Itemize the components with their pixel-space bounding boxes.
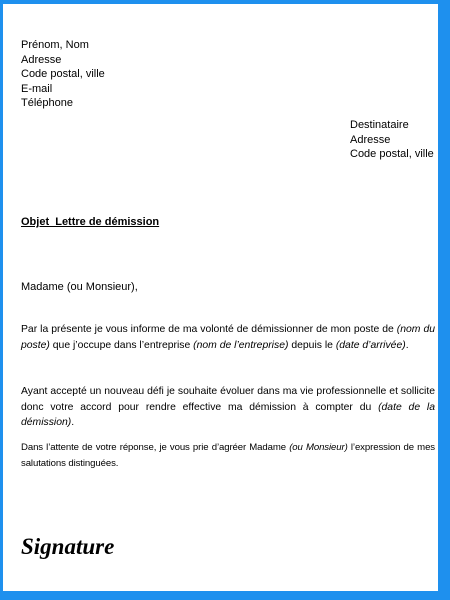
sender-email: E-mail: [21, 82, 53, 95]
sender-block: [21, 38, 105, 111]
recipient-block: [350, 118, 434, 162]
p1-text-1: Par la présente je vous informe de ma volonté de démissionner de mon poste de: [21, 324, 397, 335]
p3-text-1: Dans l’attente de votre réponse, je vous prie d’agréer Madame: [21, 442, 290, 453]
subject-line: Objet Lettre de démission: [21, 216, 160, 228]
p1-text-4: .: [405, 339, 409, 351]
p3-text-2: l’expression de mes salutations distinguées.: [21, 442, 435, 469]
sender-phone: Téléphone: [21, 97, 73, 110]
p1-text-2: que j’occupe dans l’entreprise: [49, 339, 194, 351]
recipient-postal-city: Code postal, ville: [350, 148, 434, 161]
signature: Signature: [21, 534, 115, 559]
recipient-address: Adresse: [350, 133, 391, 146]
recipient-name: Destinataire: [350, 119, 409, 131]
sender-name: Prénom, Nom: [21, 39, 89, 51]
p1-placeholder-company: (nom de l’entreprise): [193, 339, 289, 351]
body-paragraph-3: [21, 440, 435, 471]
salutation: Madame (ou Monsieur),: [21, 281, 138, 293]
p2-text-1: Ayant accepté un nouveau défi je souhaite évoluer dans ma vie professionnelle et sollicite donc votre accord pour rendre effective ma démission à compter du: [21, 386, 435, 413]
body-paragraph-2: [21, 384, 435, 431]
sender-address: Adresse: [21, 53, 62, 66]
p1-placeholder-start-date: (date d’arrivée): [335, 339, 406, 351]
p2-placeholder-resignation-date: (date de la démission): [21, 401, 435, 428]
p1-text-3: depuis le: [288, 339, 336, 351]
sender-postal-city: Code postal, ville: [21, 68, 105, 81]
p3-placeholder-title: (ou Monsieur): [289, 442, 348, 453]
body-paragraph-1: [21, 322, 435, 353]
p1-placeholder-position: (nom du poste): [21, 324, 435, 351]
p2-text-2: .: [71, 417, 75, 428]
